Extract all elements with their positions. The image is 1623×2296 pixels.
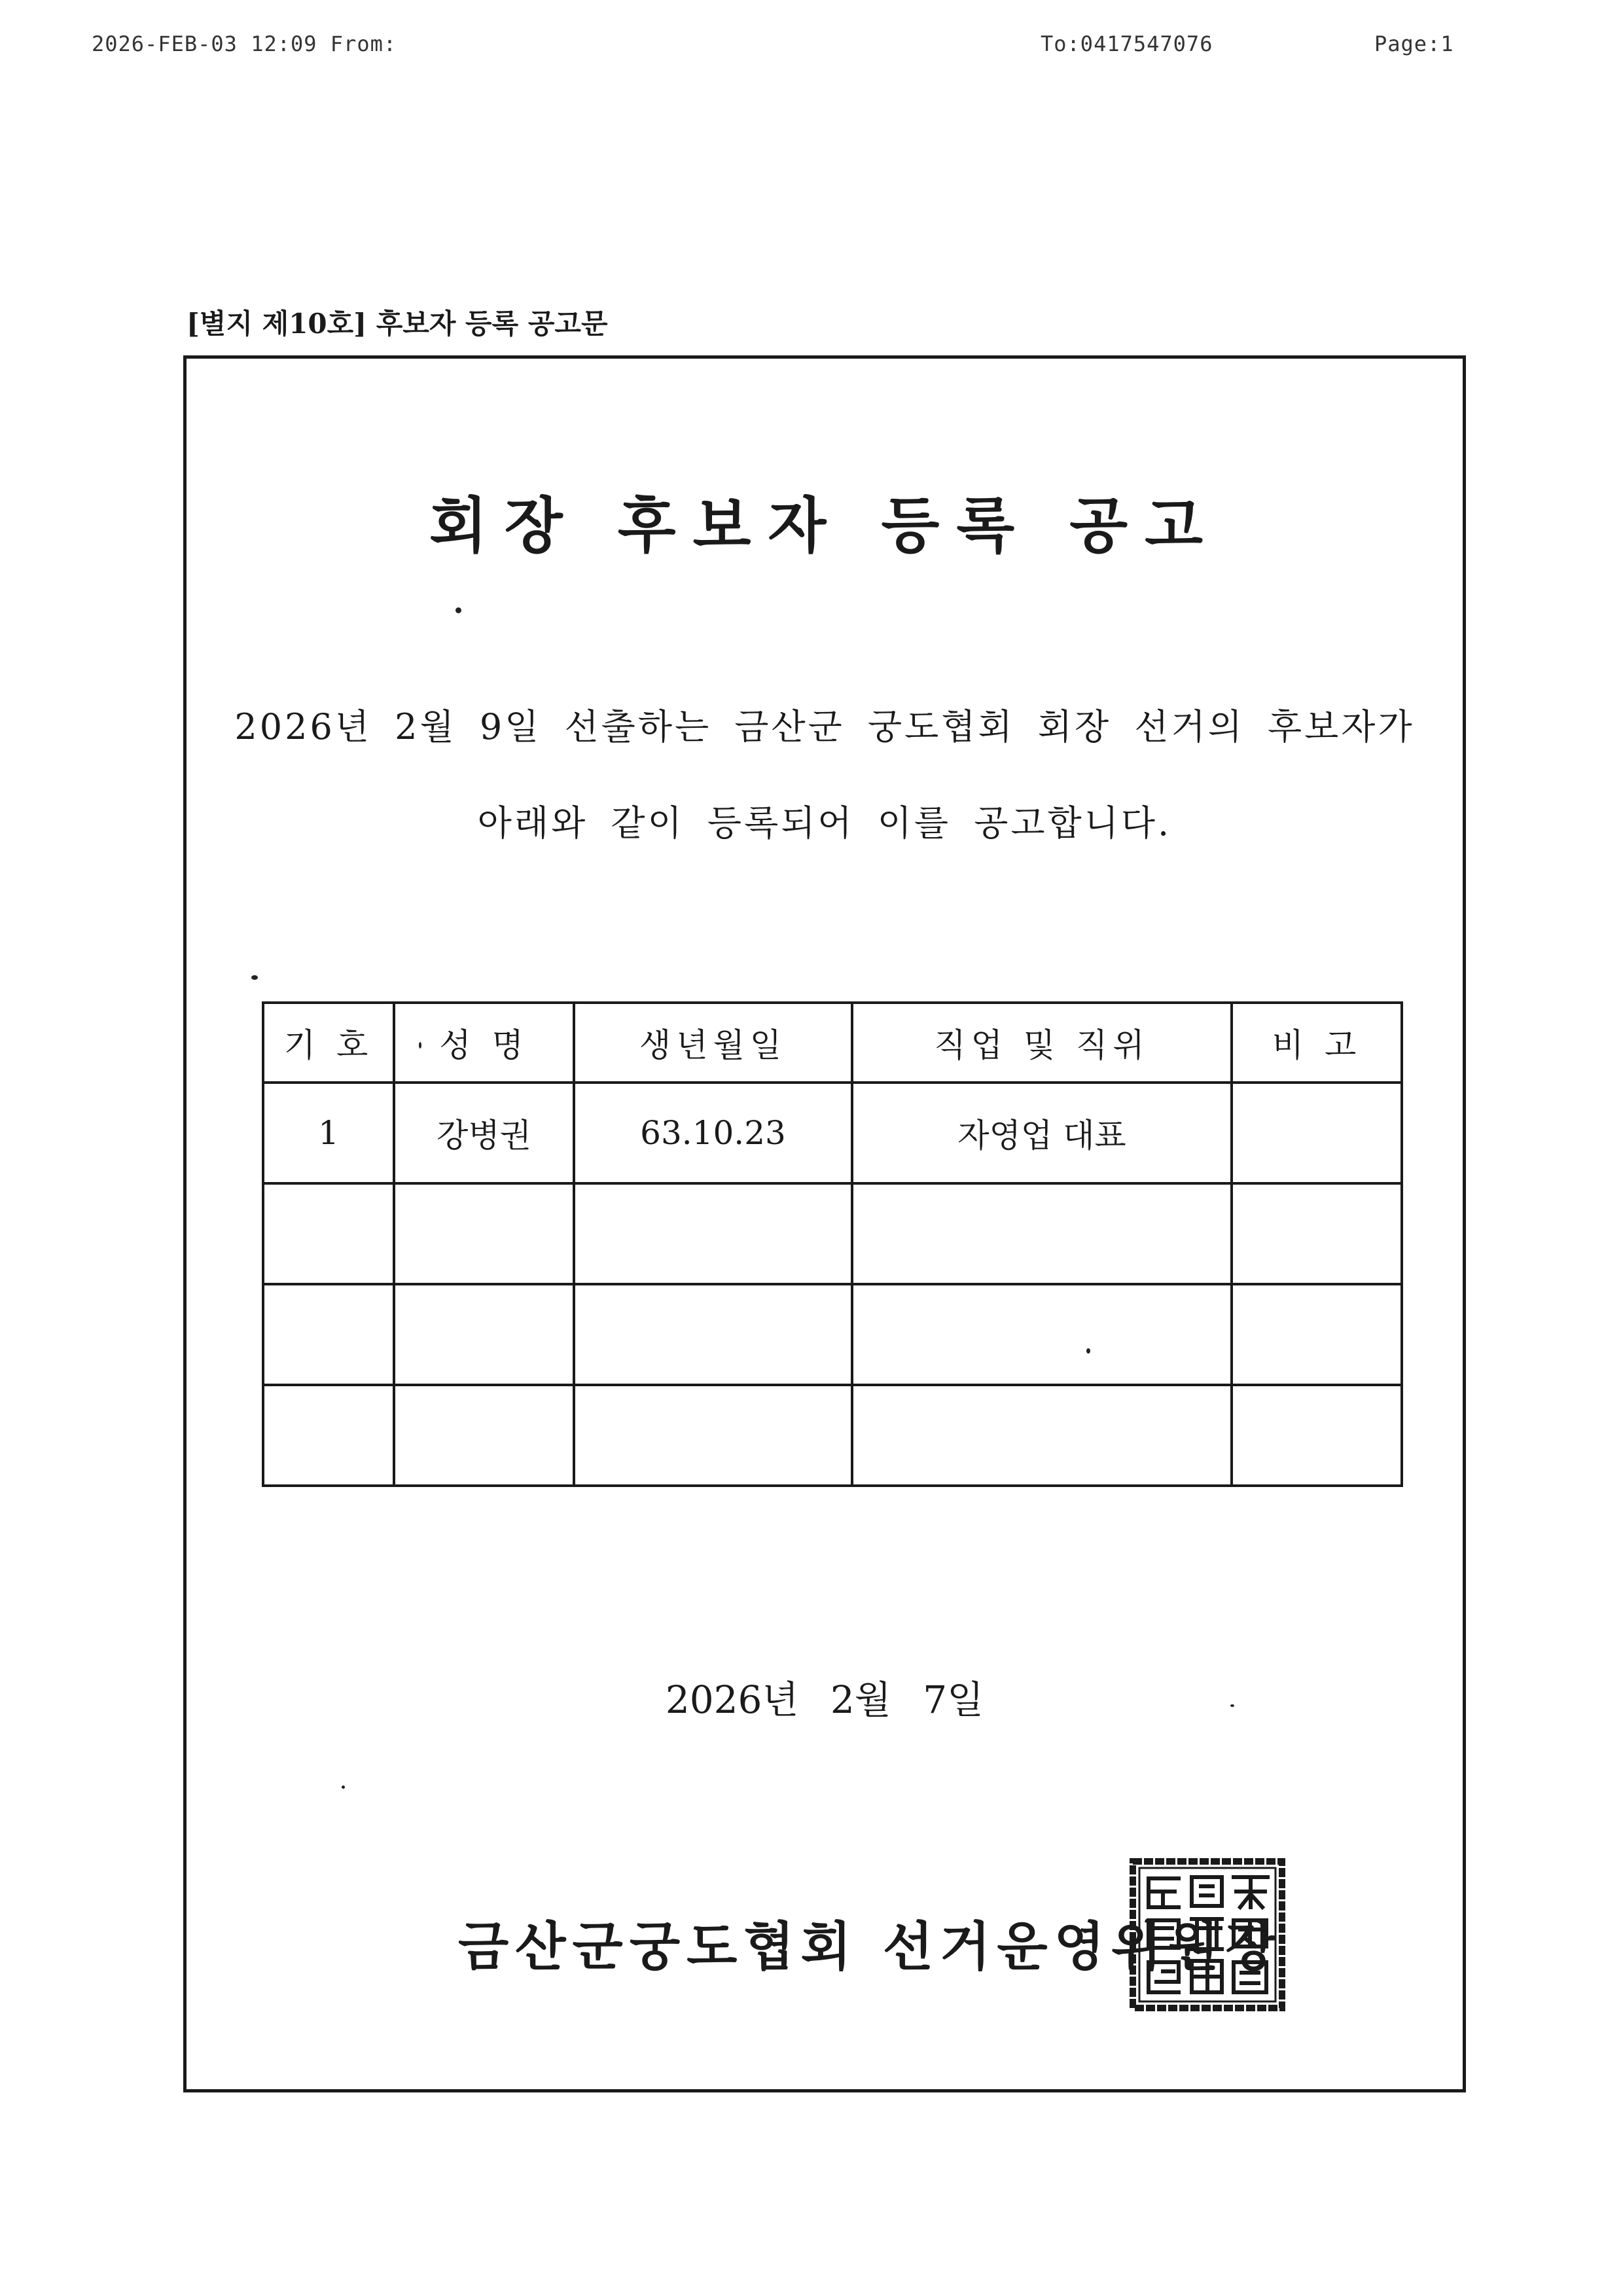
cell-occupation bbox=[852, 1284, 1232, 1385]
body-text-line-2: 아래와 같이 등록되어 이를 공고합니다. bbox=[477, 802, 1172, 844]
scan-speck bbox=[251, 975, 258, 980]
table-row bbox=[263, 1385, 1402, 1486]
cell-occupation: 자영업 대표 bbox=[852, 1083, 1232, 1183]
notice-date: 2026년 2월 7일 bbox=[665, 1677, 984, 1722]
header-name: 성 명 bbox=[394, 1003, 574, 1083]
cell-birthdate bbox=[574, 1183, 852, 1284]
scan-speck bbox=[342, 1785, 345, 1789]
scan-speck bbox=[1230, 1704, 1234, 1707]
cell-birthdate bbox=[574, 1385, 852, 1486]
candidate-table bbox=[262, 1001, 1403, 1487]
table-row bbox=[263, 1183, 1402, 1284]
fax-page-number: Page:1 bbox=[1374, 31, 1454, 56]
cell-number: 1 bbox=[263, 1083, 394, 1183]
cell-birthdate: 63.10.23 bbox=[574, 1083, 852, 1183]
scan-speck bbox=[455, 607, 461, 613]
cell-remarks bbox=[1232, 1284, 1402, 1385]
scan-speck bbox=[419, 1042, 421, 1049]
header-birthdate: 생년월일 bbox=[574, 1003, 852, 1083]
form-label: [별지 제10호] 후보자 등록 공고문 bbox=[187, 308, 608, 340]
cell-remarks bbox=[1232, 1183, 1402, 1284]
cell-name: 강병권 bbox=[394, 1083, 574, 1183]
fax-recipient-line: To:0417547076 bbox=[1041, 31, 1213, 56]
header-number: 기 호 bbox=[263, 1003, 394, 1083]
cell-number bbox=[263, 1284, 394, 1385]
table-row bbox=[263, 1284, 1402, 1385]
cell-remarks bbox=[1232, 1385, 1402, 1486]
body-text-line-1: 2026년 2월 9일 선출하는 금산군 궁도협회 회장 선거의 후보자가 bbox=[234, 706, 1415, 747]
fax-sender-line: 2026-FEB-03 12:09 From: bbox=[92, 31, 397, 56]
cell-name bbox=[394, 1183, 574, 1284]
table-row bbox=[263, 1083, 1402, 1183]
cell-number bbox=[263, 1385, 394, 1486]
cell-remarks bbox=[1232, 1083, 1402, 1183]
official-seal-icon bbox=[1129, 1857, 1286, 2012]
cell-occupation bbox=[852, 1183, 1232, 1284]
issuer-name: 금산군궁도협회 선거운영위원장 bbox=[458, 1916, 1283, 1977]
header-remarks: 비 고 bbox=[1232, 1003, 1402, 1083]
cell-number bbox=[263, 1183, 394, 1284]
cell-occupation bbox=[852, 1385, 1232, 1486]
cell-name bbox=[394, 1284, 574, 1385]
fax-header bbox=[0, 31, 1623, 60]
cell-name bbox=[394, 1385, 574, 1486]
table-header-row bbox=[263, 1003, 1402, 1083]
scan-speck bbox=[1086, 1348, 1090, 1354]
header-occupation: 직업 및 직위 bbox=[852, 1003, 1232, 1083]
page-title: 회장 후보자 등록 공고 bbox=[429, 490, 1220, 561]
cell-birthdate bbox=[574, 1284, 852, 1385]
